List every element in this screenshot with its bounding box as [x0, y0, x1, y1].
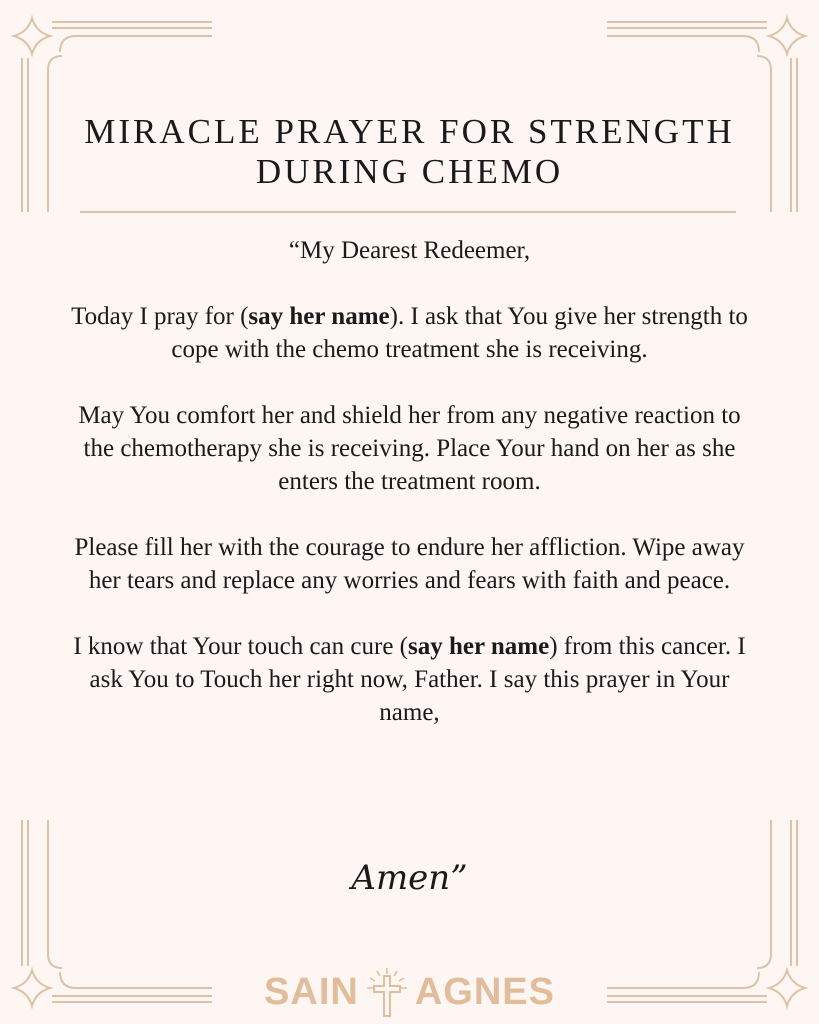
title-line-1: MIRACLE PRAYER FOR STRENGTH [84, 112, 735, 151]
title-divider [80, 211, 736, 213]
logo-text-left: SAIN [264, 970, 359, 1013]
title-line-2: DURING CHEMO [255, 152, 564, 191]
prayer-paragraph-4: I know that Your touch can cure (say her name) from this cancer. I ask You to Touch her right now, Father. I say this prayer in Your name, [73, 633, 746, 726]
prayer-opening: “My Dearest Redeemer, [288, 237, 531, 264]
logo-text-right: AGNES [414, 970, 555, 1013]
corner-star-top-left [14, 18, 50, 54]
prayer-paragraph-1: Today I pray for (say her name). I ask that You give her strength to cope with the chemo treatment she is receiving. [71, 303, 748, 363]
prayer-paragraph-3: Please fill her with the courage to endure her affliction. Wipe away her tears and replace any worries and fears with faith and peace. [74, 534, 745, 594]
cross-icon [365, 966, 409, 1018]
prayer-text [70, 234, 749, 762]
prayer-closing: Amen” [351, 858, 468, 898]
corner-star-top-right [769, 18, 805, 54]
placeholder-name-2: say her name [408, 633, 550, 660]
saint-agnes-logo [0, 966, 819, 1018]
prayer-paragraph-2: May You comfort her and shield her from any negative reaction to the chemotherapy she is receiving. Place Your hand on her as she enters the treatment room. [78, 402, 741, 495]
placeholder-name-1: say her name [248, 303, 390, 330]
page-title [60, 112, 759, 192]
